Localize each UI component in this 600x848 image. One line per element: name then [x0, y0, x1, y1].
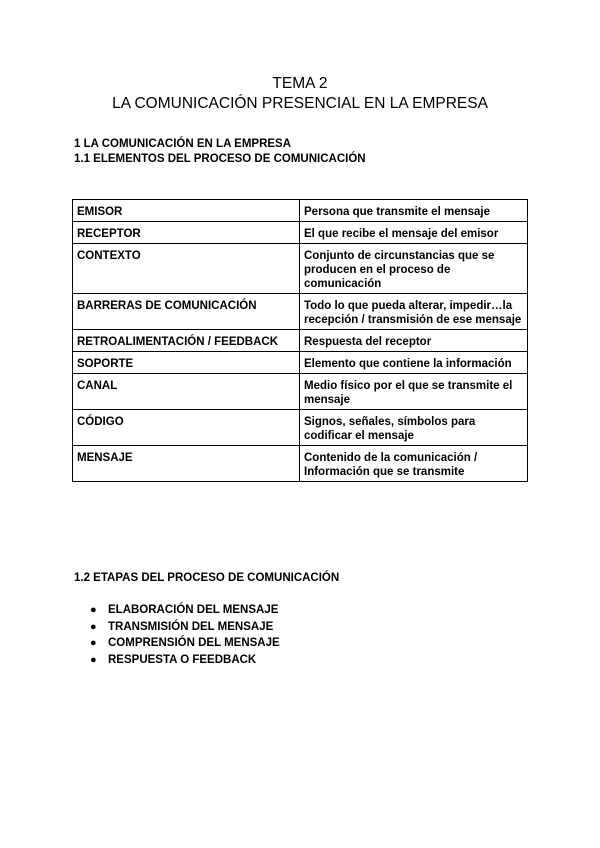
bullet-icon: ● [90, 604, 97, 616]
subsection-heading: 1.1 ELEMENTOS DEL PROCESO DE COMUNICACIÓN [74, 153, 366, 165]
section-heading: 1.2 ETAPAS DEL PROCESO DE COMUNICACIÓN [74, 572, 340, 584]
list-item-text: RESPUESTA O FEEDBACK [108, 653, 257, 666]
bullet-icon: ● [90, 637, 97, 649]
element-term: SOPORTE [73, 352, 300, 374]
element-term: MENSAJE [73, 446, 300, 482]
document-title: TEMA 2 [272, 75, 328, 92]
list-item [90, 635, 280, 652]
table-row [73, 446, 528, 482]
list-item [90, 652, 280, 669]
stages-list [90, 602, 280, 668]
list-item-text: ELABORACIÓN DEL MENSAJE [108, 604, 279, 616]
list-item [90, 619, 280, 636]
communication-elements-table [72, 199, 528, 482]
document-subtitle: LA COMUNICACIÓN PRESENCIAL EN LA EMPRESA [112, 95, 488, 112]
table-row [73, 222, 528, 244]
element-term: RECEPTOR [73, 222, 300, 244]
element-definition: Contenido de la comunicación / Información que se transmite [300, 446, 528, 482]
element-definition: Todo lo que pueda alterar, impedir…la recepción / transmisión de ese mensaje [300, 294, 528, 330]
section-heading: 1 LA COMUNICACIÓN EN LA EMPRESA [74, 138, 292, 150]
element-definition: Respuesta del receptor [300, 330, 528, 352]
element-term: EMISOR [73, 200, 300, 222]
element-term: CONTEXTO [73, 244, 300, 294]
list-item-text: TRANSMISIÓN DEL MENSAJE [108, 620, 274, 633]
table-row [73, 294, 528, 330]
element-term: RETROALIMENTACIÓN / FEEDBACK [73, 330, 300, 352]
element-term: CÓDIGO [73, 410, 300, 446]
list-item [90, 602, 280, 619]
list-item-text: COMPRENSIÓN DEL MENSAJE [108, 637, 280, 649]
element-term: BARRERAS DE COMUNICACIÓN [73, 294, 300, 330]
table-row [73, 200, 528, 222]
element-definition: Persona que transmite el mensaje [300, 200, 528, 222]
table-row [73, 330, 528, 352]
element-definition: Conjunto de circunstancias que se producen en el proceso de comunicación [300, 244, 528, 294]
table-row [73, 244, 528, 294]
table-row [73, 352, 528, 374]
bullet-icon: ● [90, 620, 97, 633]
bullet-icon: ● [90, 653, 97, 666]
element-definition: Elemento que contiene la información [300, 352, 528, 374]
table-row [73, 374, 528, 410]
element-term: CANAL [73, 374, 300, 410]
element-definition: El que recibe el mensaje del emisor [300, 222, 528, 244]
element-definition: Medio físico por el que se transmite el mensaje [300, 374, 528, 410]
element-definition: Signos, señales, símbolos para codificar el mensaje [300, 410, 528, 446]
table-row [73, 410, 528, 446]
